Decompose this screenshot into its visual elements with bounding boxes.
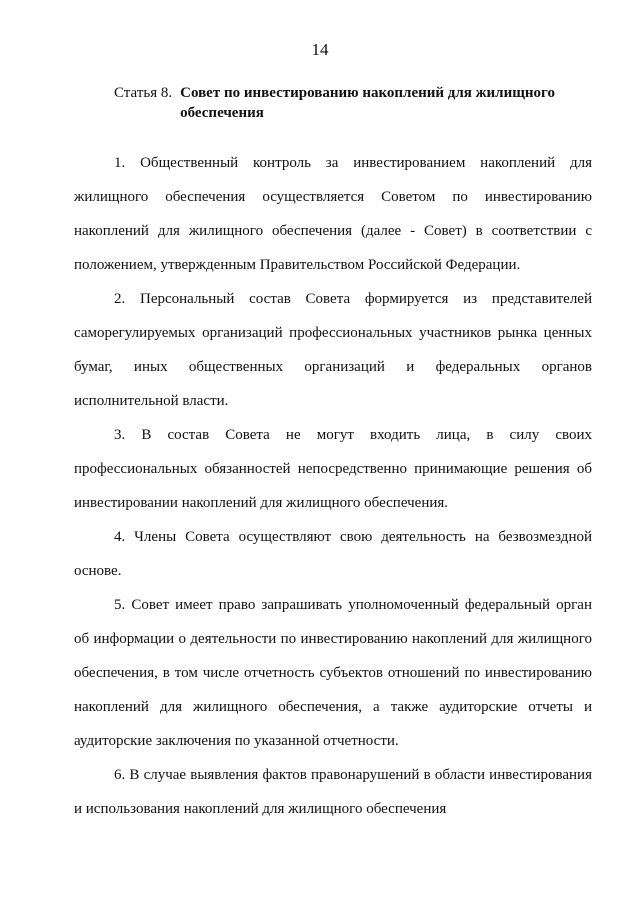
- paragraph-2: 2. Персональный состав Совета формируется из представителей саморегулируемых организаций профессиональных участников рынка ценных бумаг, иных общественных организаций и федеральных органов исполнительной власти.: [74, 291, 592, 409]
- article-body: [74, 146, 592, 826]
- paragraph-1: 1. Общественный контроль за инвестированием накоплений для жилищного обеспечения осуществляется Советом по инвестированию накоплений для жилищного обеспечения (далее - Совет) в соответствии с положением, утвержденным Правительством Российской Федерации.: [74, 155, 592, 273]
- paragraph-5: 5. Совет имеет право запрашивать уполномоченный федеральный орган об информации о деятельности по инвестированию накоплений для жилищного обеспечения, в том числе отчетность субъектов отношений по инвестированию накоплений для жилищного обеспечения, а также аудиторские отчеты и аудиторские заключения по указанной отчетности.: [74, 597, 592, 749]
- article-title: Совет по инвестированию накоплений для жилищного обеспечения: [180, 85, 555, 121]
- article-heading: [114, 83, 592, 123]
- paragraph-4: 4. Члены Совета осуществляют свою деятельность на безвозмездной основе.: [74, 529, 592, 579]
- paragraph-3: 3. В состав Совета не могут входить лица, в силу своих профессиональных обязанностей непосредственно принимающие решения об инвестировании накоплений для жилищного обеспечения.: [74, 427, 592, 511]
- article-label: Статья 8.: [114, 85, 173, 101]
- page-number: 14: [311, 40, 329, 59]
- paragraph-6: 6. В случае выявления фактов правонарушений в области инвестирования и использования накоплений для жилищного обеспечения: [74, 767, 592, 817]
